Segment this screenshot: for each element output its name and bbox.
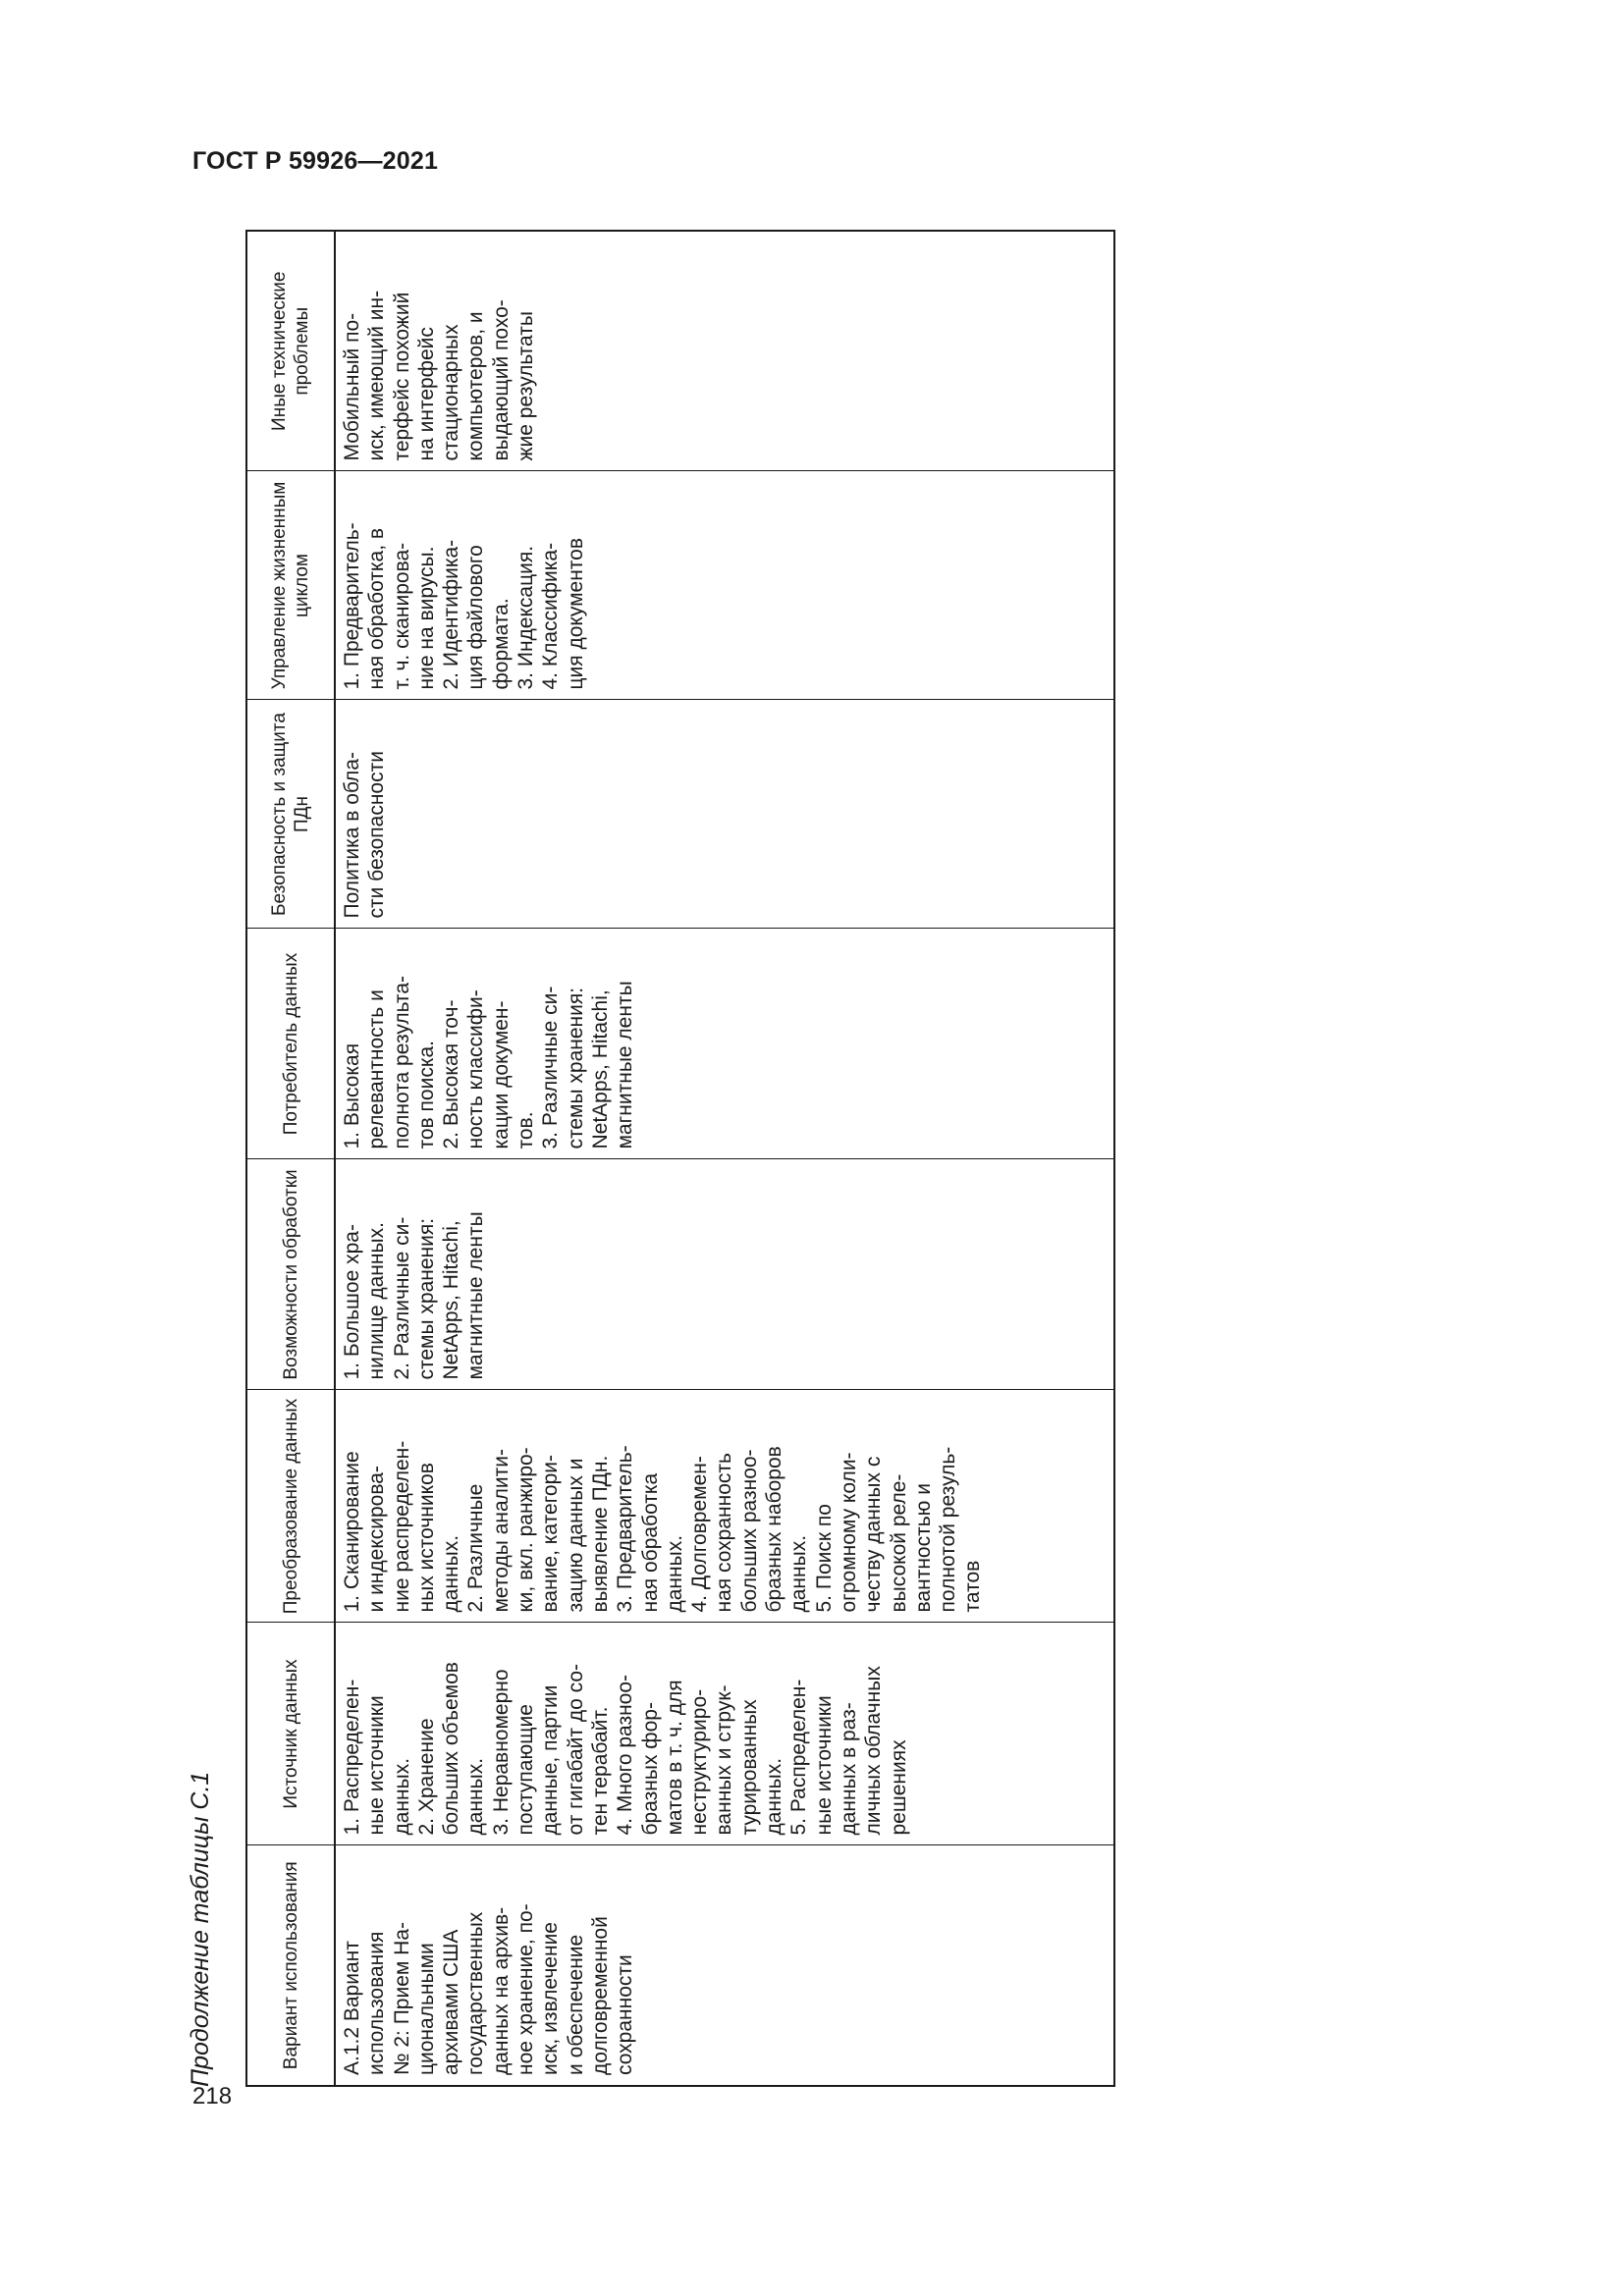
table-row [335,231,1114,2086]
table-header-row [246,231,335,2086]
cell-text: 1. Распределен- ные источники данных. 2. Хранение больших объемов данных. 3. Неравномерно поступающие данные, партии от гигабайт до со- тен терабайт. 4. Много разноо- бразных фор- матов в т. ч. для неструктуриро- ванных и струк- турированных данных. 5. Распределен- ные источники данных в раз- личных облачных решениях [341,1662,910,1836]
table-cell-data-source [335,1623,1114,1845]
column-header-use-case: Вариант использования [246,1845,335,2086]
column-header-data-transformation: Преобразование данных [246,1390,335,1623]
column-header-lifecycle-management: Управление жизненным циклом [246,471,335,700]
use-case-table [245,230,1115,2087]
table-cell-security-privacy [335,700,1114,929]
rotated-table-frame [187,222,1129,2087]
table-cell-data-transformation [335,1390,1114,1623]
table-cell-data-consumer [335,929,1114,1159]
cell-text: 1. Большое хра- нилище данных. 2. Различные си- стемы хранения: NetApps, Hitachi, магнитные ленты [341,1211,488,1380]
cell-text: 1. Сканирование и индексирова- ние распределен- ных источников данных. 2. Различные методы аналити- ки, вкл. ранжиро- вание, категори- зацию данных и выявление ПДн. 3. Предваритель- ная обработка данных. 4. Долговремен- ная сохранность больших разноо- бразных наборов данных. 5. Поиск по огромному коли- честву данных с высокой реле- вантностью и полнотой резуль- татов [341,1440,985,1613]
column-header-security-privacy: Безопасность и защита ПДн [246,700,335,929]
cell-text: Политика в обла- сти безопасности [341,751,389,919]
cell-text: 1. Высокая релевантность и полнота результа- тов поиска. 2. Высокая точ- ность классифи- кации докумен- тов. 3. Различные си- стемы хранения: NetApps, Hitachi, магнитные ленты [341,976,637,1149]
column-header-data-consumer: Потребитель данных [246,929,335,1159]
cell-text: А.1.2 Вариант использования № 2: Прием На- циональными архивами США государственных данных на архив- ное хранение, по- иск, извлечение и обеспечение долговременной сохранности [341,1903,637,2075]
document-code-header: ГОСТ Р 59926—2021 [192,147,439,175]
table-cell-lifecycle-management [335,471,1114,700]
cell-text: Мобильный по- иск, имеющий ин- терфейс похожий на интерфейс стационарных компьютеров, и выдающий похо- жие результаты [341,290,538,461]
column-header-processing-capabilities: Возможности обработки [246,1159,335,1390]
table-cell-use-case [335,1845,1114,2086]
table-cell-processing-capabilities [335,1159,1114,1390]
column-header-other-technical-issues: Иные технические проблемы [246,231,335,471]
column-header-data-source: Источник данных [246,1623,335,1845]
page-number: 218 [192,2083,233,2109]
table-caption: Продолжение таблицы С.1 [187,1771,214,2087]
table-cell-other-technical-issues [335,231,1114,471]
cell-text: 1. Предваритель- ная обработка, в т. ч. сканирова- ние на вирусы. 2. Идентифика- ция файлового формата. 3. Индексация. 4. Классифика- ция документов [341,522,587,690]
